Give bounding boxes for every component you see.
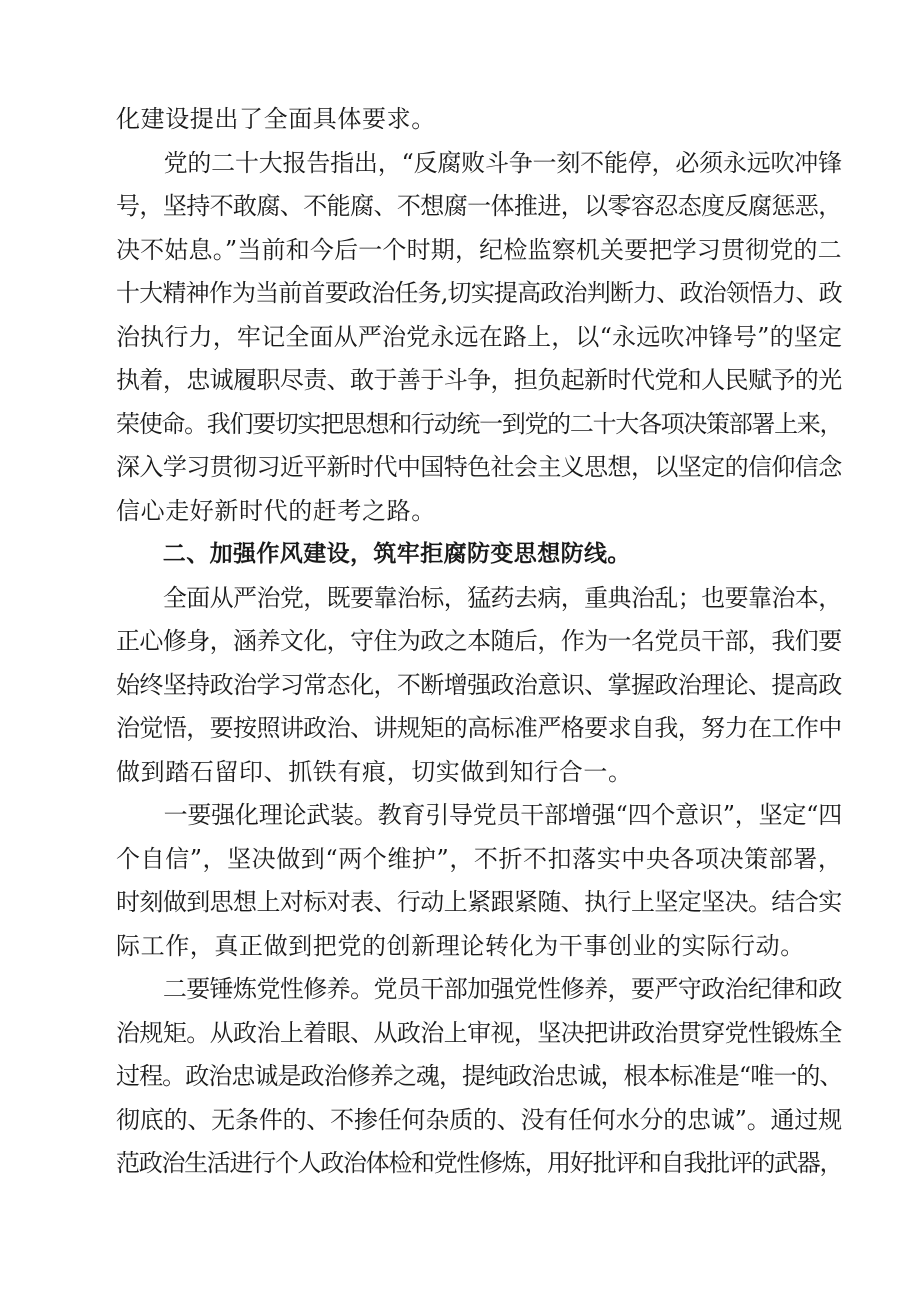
paragraph-first-line: 党的二十大报告指出，“反腐败斗争一刻不能停，必须永远吹冲锋 xyxy=(116,148,842,177)
text-line: 正心修身，涵养文化，守住为政之本随后，作为一名党员干部，我们要 xyxy=(116,627,842,655)
text-line: 过程。政治忠诚是政治修养之魂，提纯政治忠诚，根本标准是“唯一的、 xyxy=(116,1062,843,1090)
text-line: 十大精神作为当前首要政治任务,切实提高政治判断力、政治领悟力、政 xyxy=(116,279,842,307)
text-line: 治执行力，牢记全面从严治党永远在路上，以“永远吹冲锋号”的坚定 xyxy=(116,322,843,351)
text-line: 时刻做到思想上对标对表、行动上紧跟紧随、执行上坚定坚决。结合实 xyxy=(116,888,842,916)
text-line: 号，坚持不敢腐、不能腐、不想腐一体推进，以零容忍态度反腐惩恶， xyxy=(116,192,842,220)
text-line: 范政治生活进行个人政治体检和党性修炼，用好批评和自我批评的武器， xyxy=(116,1149,843,1177)
text-line: 荣使命。我们要切实把思想和行动统一到党的二十大各项决策部署上来， xyxy=(116,409,843,438)
text-line: 个自信”，坚决做到“两个维护”，不折不扣落实中央各项决策部署， xyxy=(116,844,843,873)
text-line: 决不姑息。”当前和今后一个时期，纪检监察机关要把学习贯彻党的二 xyxy=(116,235,842,264)
text-line: 化建设提出了全面具体要求。 xyxy=(116,105,436,133)
text-line: 治觉悟，要按照讲政治、讲规矩的高标准严格要求自我，努力在工作中 xyxy=(116,714,842,742)
section-heading: 二、加强作风建设，筑牢拒腐防变思想防线。 xyxy=(116,541,631,567)
text-line: 始终坚持政治学习常态化，不断增强政治意识、掌握政治理论、提高政 xyxy=(116,670,842,699)
paragraph-first-line: 二要锤炼党性修养。党员干部加强党性修养，要严守政治纪律和政 xyxy=(116,975,842,1003)
text-line: 深入学习贯彻习近平新时代中国特色社会主义思想，以坚定的信仰信念 xyxy=(116,453,842,481)
text-line: 际工作，真正做到把党的创新理论转化为干事创业的实际行动。 xyxy=(116,931,805,960)
text-line: 做到踏石留印、抓铁有痕，切实做到知行合一。 xyxy=(116,757,633,786)
text-line: 执着，忠诚履职尽责、敢于善于斗争，担负起新时代党和人民赋予的光 xyxy=(116,366,842,394)
text-line: 治规矩。从政治上着眼、从政治上审视，坚决把讲政治贯穿党性锻炼全 xyxy=(116,1018,842,1047)
text-line: 彻底的、无条件的、不掺任何杂质的、没有任何水分的忠诚”。通过规 xyxy=(116,1105,842,1134)
text-line: 信心走好新时代的赶考之路。 xyxy=(116,496,436,525)
paragraph-first-line: 全面从严治党，既要靠治标，猛药去病，重典治乱；也要靠治本， xyxy=(116,583,842,612)
paragraph-first-line: 一要强化理论武装。教育引导党员干部增强“四个意识”，坚定“四 xyxy=(116,801,843,829)
document-body xyxy=(116,98,842,1186)
